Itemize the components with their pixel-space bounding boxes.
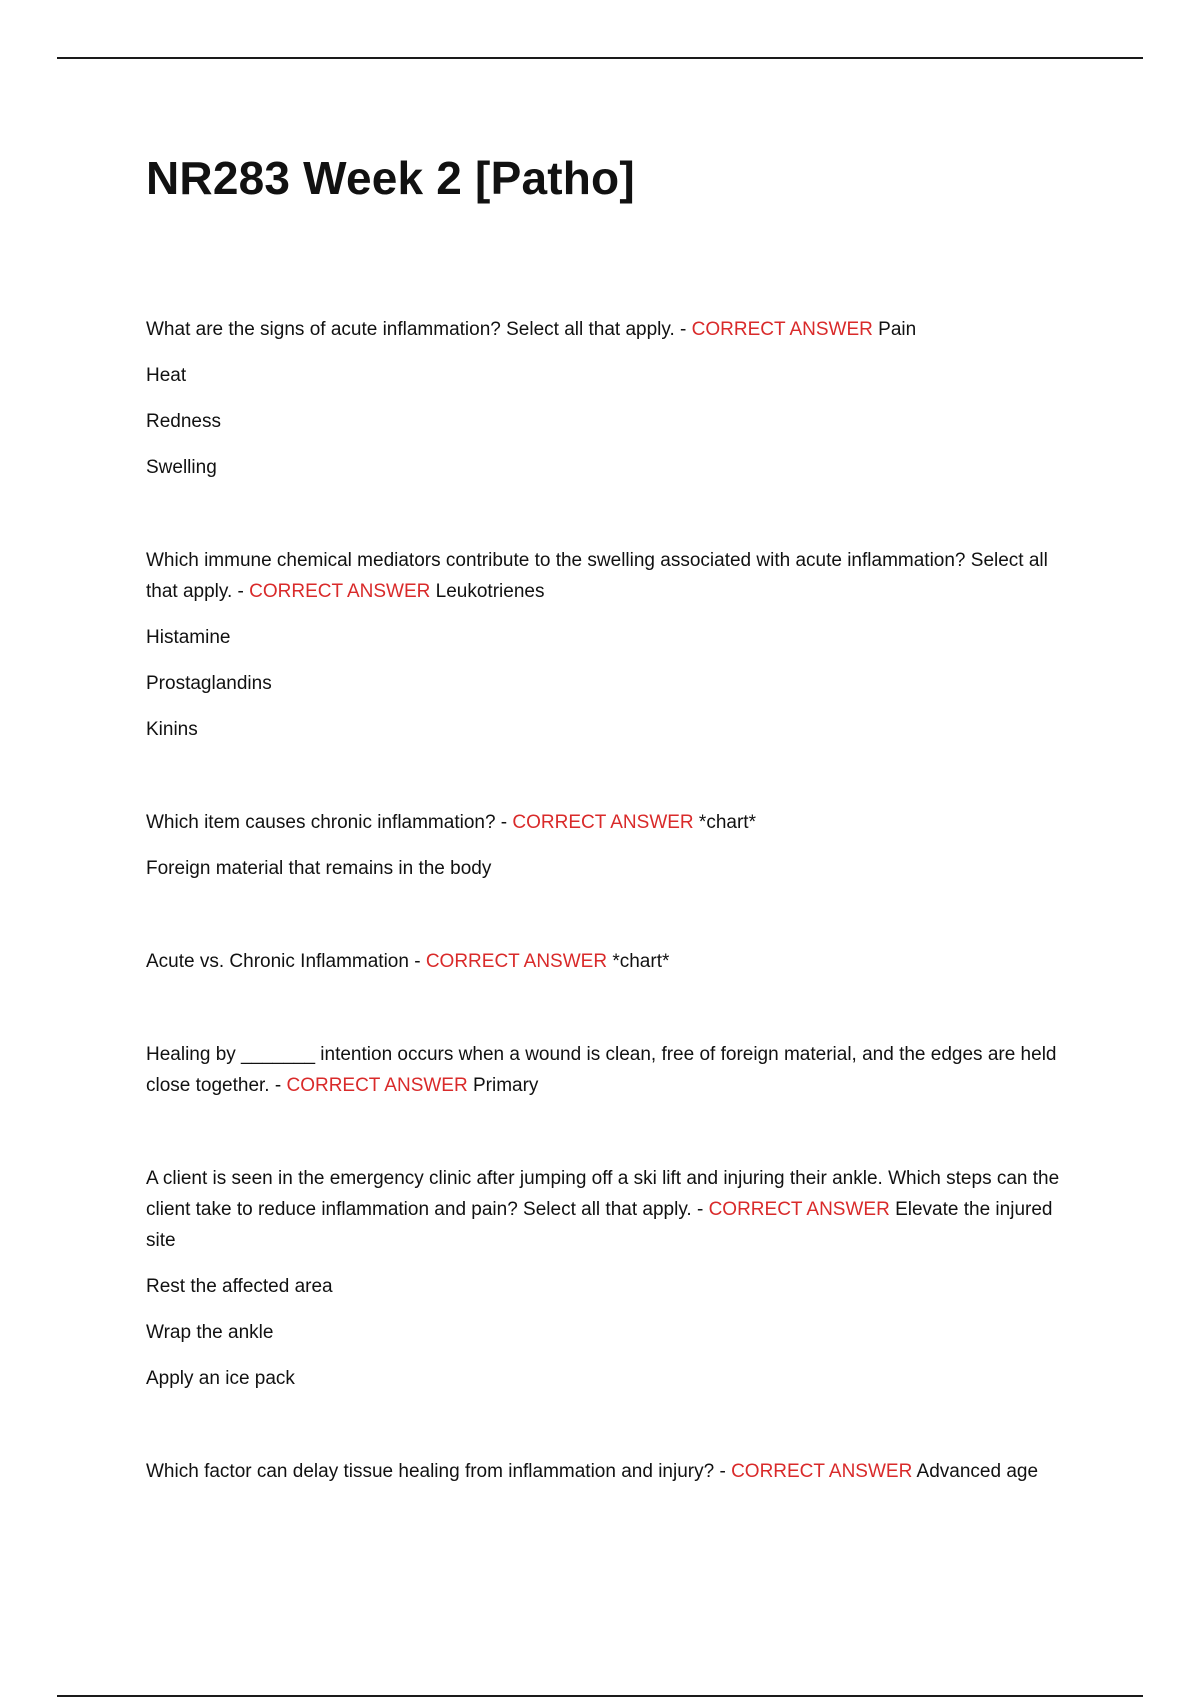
question-text: [146, 946, 1066, 977]
question-text: [146, 807, 1066, 838]
qa-item: [146, 1039, 1066, 1101]
answer: Leukotrienes: [430, 581, 545, 602]
answer: Wrap the ankle: [146, 1322, 274, 1343]
answer: Rest the affected area: [146, 1276, 333, 1297]
answer: Histamine: [146, 627, 231, 648]
correct-answer-label: CORRECT ANSWER: [425, 951, 608, 972]
answer: Prostaglandins: [146, 673, 272, 694]
qa-item: [146, 1456, 1066, 1487]
qa-item: [146, 807, 1066, 884]
question: A client is seen in the emergency clinic after jumping off a ski lift and injuring their ankle. Which steps can the client take to reduce inflammation and pain? Select all that apply. -: [146, 1168, 1060, 1220]
question: Which factor can delay tissue healing from inflammation and injury? -: [146, 1461, 732, 1482]
top-rule: [57, 57, 1143, 59]
question-text: [146, 1163, 1066, 1256]
answer: *chart*: [607, 951, 670, 972]
question: Which item causes chronic inflammation? -: [146, 812, 513, 833]
question: Healing by _______ intention occurs when a wound is clean, free of foreign material, and the edges are held close together. -: [146, 1044, 1057, 1096]
answer: Foreign material that remains in the body: [146, 858, 492, 879]
answer: Heat: [146, 365, 187, 386]
answer: Advanced age: [912, 1461, 1039, 1482]
correct-answer-label: CORRECT ANSWER: [249, 581, 431, 602]
correct-answer-label: CORRECT ANSWER: [286, 1075, 468, 1096]
question: What are the signs of acute inflammation? Select all that apply. -: [146, 319, 692, 340]
question-text: [146, 545, 1066, 607]
answer: Swelling: [146, 457, 217, 478]
qa-item: [146, 1163, 1066, 1394]
question: Which immune chemical mediators contribute to the swelling associated with acute inflammation? Select all that apply. -: [146, 550, 1048, 602]
correct-answer-label: CORRECT ANSWER: [691, 319, 873, 340]
answer: Apply an ice pack: [146, 1368, 295, 1389]
correct-answer-label: CORRECT ANSWER: [708, 1199, 890, 1220]
document-page: [146, 150, 1066, 1549]
qa-item: [146, 946, 1066, 977]
qa-item: [146, 314, 1066, 483]
question-text: [146, 314, 1066, 345]
answer: Pain: [872, 319, 917, 340]
answer: Kinins: [146, 719, 198, 740]
qa-list: [146, 314, 1066, 1487]
answer: Redness: [146, 411, 221, 432]
correct-answer-label: CORRECT ANSWER: [512, 812, 694, 833]
qa-item: [146, 545, 1066, 745]
question-text: [146, 1039, 1066, 1101]
question: Acute vs. Chronic Inflammation -: [146, 951, 426, 972]
answer: Elevate the injured site: [146, 1199, 1053, 1251]
bottom-rule: [57, 1695, 1143, 1697]
question-text: [146, 1456, 1066, 1487]
document-title: NR283 Week 2 [Patho]: [146, 152, 635, 204]
answer: *chart*: [693, 812, 756, 833]
correct-answer-label: CORRECT ANSWER: [731, 1461, 913, 1482]
answer: Primary: [467, 1075, 539, 1096]
